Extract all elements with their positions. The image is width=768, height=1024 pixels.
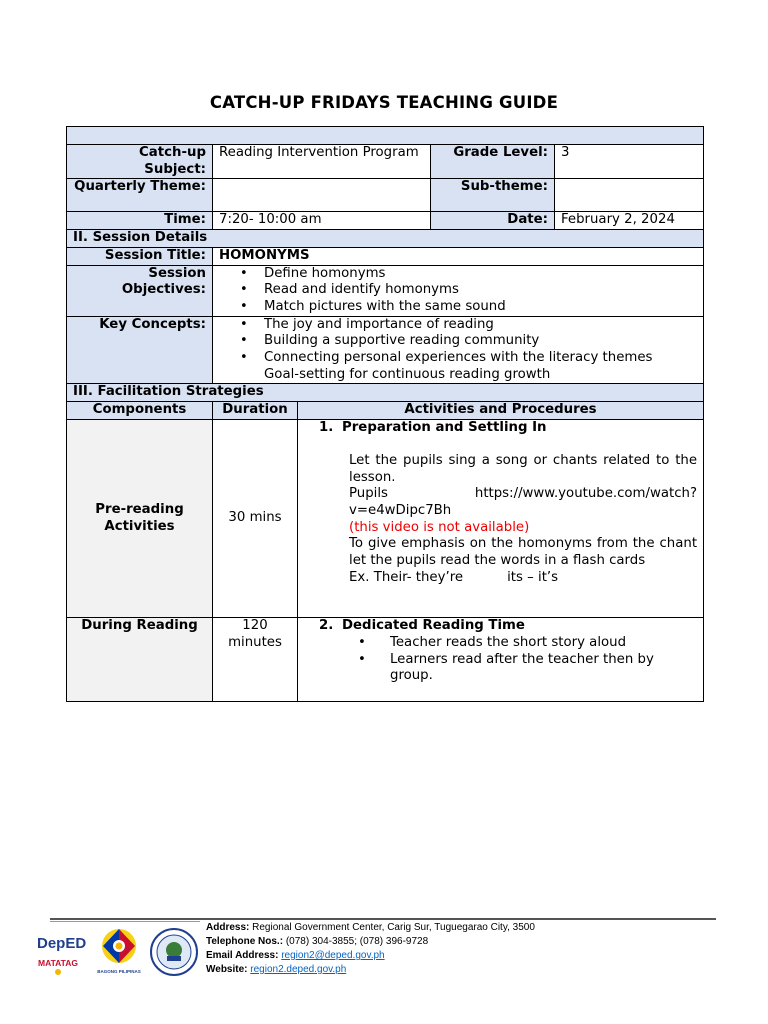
column-header-duration: Duration [213,402,298,420]
address-value: Regional Government Center, Carig Sur, Tuguegarao City, 3500 [252,922,535,933]
theme-value [213,179,431,212]
footer-logos [36,925,202,977]
matatag-logo-text: MATATAG [38,958,78,968]
duration-cell: 120 minutes [213,618,298,702]
bagong-pilipinas-logo [97,929,141,974]
theme-row [67,179,704,212]
list-item: • Match pictures with the same sound [235,299,703,316]
deped-logo [37,935,86,975]
email-link[interactable]: region2@deped.gov.ph [281,950,385,961]
objectives-list [235,266,703,316]
video-url[interactable]: https://www.youtube.com/watch? [474,486,698,502]
footer-contact [206,921,535,977]
list-item: • Learners read after the teacher then by group. [350,652,697,685]
date-value: February 2, 2024 [555,212,704,230]
list-item: • The joy and importance of reading [235,317,703,334]
footer-divider-thin [50,921,200,922]
activity-number: 1. [319,420,334,436]
session-section-heading: II. Session Details [67,230,704,248]
footer-divider [50,918,716,920]
concepts-extra: Goal-setting for continuous reading growth [264,366,551,382]
facilitation-column-headers [67,402,704,420]
example-2: its – it’s [507,569,559,585]
activity-body [304,453,697,587]
session-section-row [67,230,704,248]
subject-row [67,145,704,179]
date-label: Date: [431,212,555,230]
session-title-label: Session Title: [67,247,213,265]
region-seal-logo [151,929,197,975]
subject-label: Catch-up Subject: [67,145,213,179]
activity-heading [304,618,697,635]
activity-number: 2. [319,618,334,634]
activity-instruction: Let the pupils sing a song or chants related to the lesson. [349,452,698,485]
reading-steps-list [350,635,697,685]
phone-value: (078) 304-3855; (078) 396-9728 [285,936,429,947]
teaching-guide-table [66,126,704,702]
email-label: Email Address: [206,950,279,961]
example-line [349,570,697,587]
grade-value: 3 [555,145,704,179]
activity-emphasis: To give emphasis on the homonyms from the chant let the pupils read the words in a flash cards [349,536,698,569]
time-label: Time: [67,212,213,230]
list-item: • Building a supportive reading community [235,333,703,350]
page-title: CATCH-UP FRIDAYS TEACHING GUIDE [209,93,559,112]
concepts-label: Key Concepts: [67,316,213,384]
concepts-list [235,317,703,367]
video-url-continued[interactable]: v=e4wDipc7Bh [349,502,452,518]
example-1: Ex. Their- they’re [349,569,464,585]
activity-heading [304,420,697,437]
bagong-pilipinas-text: BAGONG PILIPINAS [97,969,141,974]
video-unavailable-note: (this video is not available) [349,519,530,535]
facilitation-section-row [67,384,704,402]
facilitation-section-heading: III. Facilitation Strategies [67,384,704,402]
component-cell: Pre-reading Activities [67,420,213,618]
time-value: 7:20- 10:00 am [213,212,431,230]
subject-value: Reading Intervention Program [213,145,431,179]
phone-label: Telephone Nos.: [206,936,284,947]
subtheme-value [555,179,704,212]
theme-label: Quarterly Theme: [67,179,213,212]
subtheme-label: Sub-theme: [431,179,555,212]
activity-heading-text: Preparation and Settling In [342,420,547,436]
deped-logo-text: DepED [37,935,87,952]
activity-heading-text: Dedicated Reading Time [342,618,525,634]
column-header-activities: Activities and Procedures [298,402,704,420]
session-title-value: HOMONYMS [213,247,704,265]
column-header-components: Components [67,402,213,420]
grade-label: Grade Level: [431,145,555,179]
session-title-row [67,247,704,265]
list-item: • Define homonyms [235,266,703,283]
table-row [67,618,704,702]
list-item: • Read and identify homonyms [235,282,703,299]
concepts-row [67,316,704,384]
component-cell: During Reading [67,618,213,702]
list-item: • Connecting personal experiences with the literacy themes [235,350,703,367]
video-link-line [349,486,697,503]
duration-cell: 30 mins [213,420,298,618]
pupils-word: Pupils [349,486,388,502]
table-row [67,420,704,618]
website-label: Website: [206,964,248,975]
header-blank-row [67,127,704,145]
website-link[interactable]: region2.deped.gov.ph [250,964,347,975]
objectives-label: Session Objectives: [67,265,213,316]
address-label: Address: [206,922,250,933]
list-item: • Teacher reads the short story aloud [350,635,697,652]
time-row [67,212,704,230]
objectives-row [67,265,704,316]
